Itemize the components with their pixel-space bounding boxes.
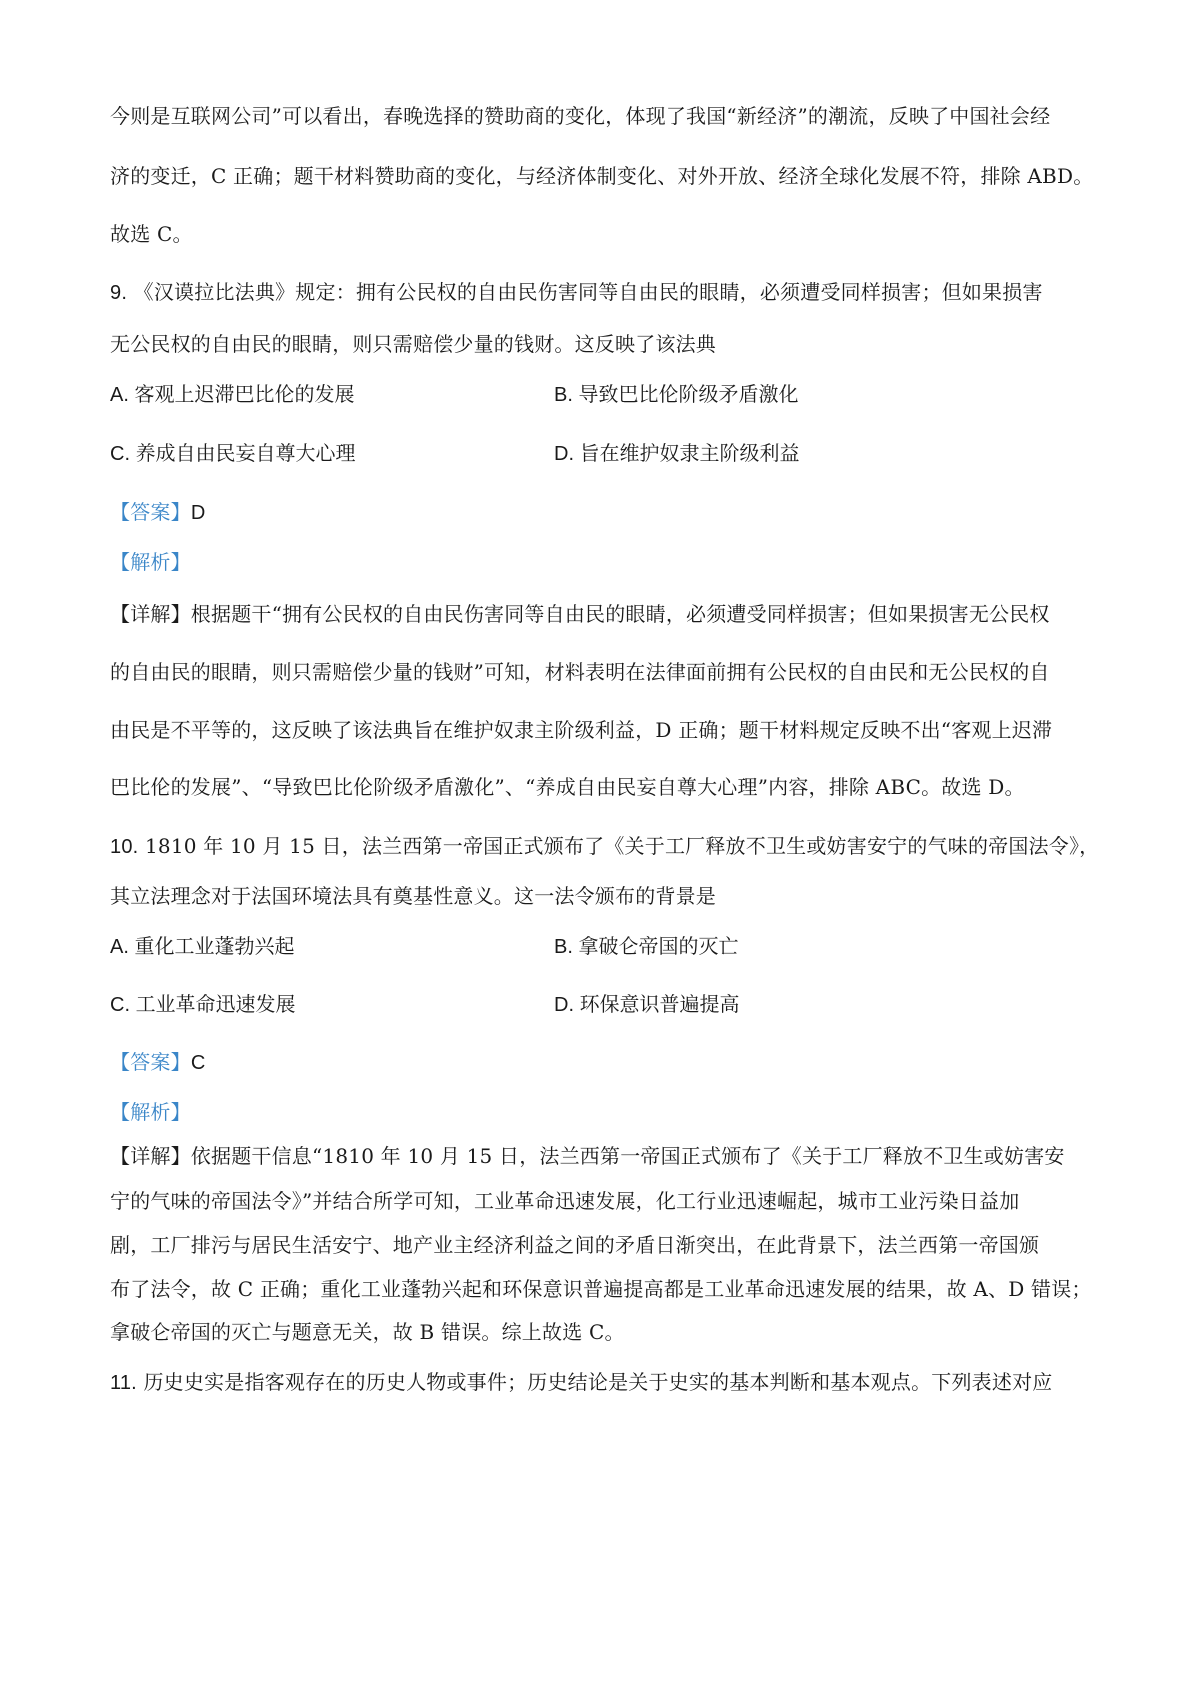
option-letter: B. [554,936,573,958]
question-10-stem-text-1: 1810 年 10 月 15 日，法兰西第一帝国正式颁布了《关于工厂释放不卫生或妨害安宁的气味的帝国法令》， [144,834,1100,858]
prev-explanation-line-2: 济的变迁，C 正确；题干材料赞助商的变化，与经济体制变化、对外开放、经济全球化发展不符，排除 ABD。 [110,164,1094,188]
question-9-option-a [110,378,354,407]
question-11-number: 11. [110,1372,137,1394]
question-10-stem-line-1 [110,830,1099,859]
question-9-number: 9. [110,282,128,304]
question-9-detail-line-1: 【详解】根据题干“拥有公民权的自由民伤害同等自由民的眼睛，必须遭受同样损害；但如果损害无公民权 [110,602,1050,626]
option-letter: B. [554,384,573,406]
question-10-detail-line-5: 拿破仑帝国的灭亡与题意无关，故 B 错误。综上故选 C。 [110,1320,625,1344]
question-9-option-d [554,437,800,466]
question-9-answer [110,496,205,525]
option-text: 客观上迟滞巴比伦的发展 [134,382,355,406]
option-text: 拿破仑帝国的灭亡 [578,934,739,958]
question-11-stem-line-1 [110,1366,1052,1395]
question-10-detail-line-3: 剧，工厂排污与居民生活安宁、地产业主经济利益之间的矛盾日渐突出，在此背景下，法兰西第一帝国颁 [110,1233,1040,1257]
question-10-option-d [554,988,740,1017]
question-10-option-c [110,988,296,1017]
option-text: 旨在维护奴隶主阶级利益 [579,441,800,465]
option-text: 养成自由民妄自尊大心理 [135,441,356,465]
question-9-detail-line-2: 的自由民的眼睛，则只需赔偿少量的钱财”可知，材料表明在法律面前拥有公民权的自由民和无公民权的自 [110,660,1050,684]
option-letter: A. [110,384,129,406]
question-9-stem-line-1 [110,276,1043,305]
option-text: 导致巴比伦阶级矛盾激化 [578,382,799,406]
question-10-detail-line-1: 【详解】依据题干信息“1810 年 10 月 15 日，法兰西第一帝国正式颁布了《关于工厂释放不卫生或妨害安 [110,1144,1065,1168]
question-10-option-a [110,930,294,959]
question-9-detail-line-3: 由民是不平等的，这反映了该法典旨在维护奴隶主阶级利益，D 正确；题干材料规定反映不出“客观上迟滞 [110,718,1053,742]
option-letter: C. [110,994,130,1016]
option-letter: A. [110,936,129,958]
option-letter: D. [554,994,574,1016]
option-text: 环保意识普遍提高 [579,992,740,1016]
question-11-stem-text-1: 历史史实是指客观存在的历史人物或事件；历史结论是关于史实的基本判断和基本观点。下列表述对应 [143,1370,1053,1394]
answer-tag: 【答案】 [110,1050,191,1074]
prev-explanation-line-3: 故选 C。 [110,222,193,246]
answer-value: D [190,502,206,524]
question-9-stem-text-1: 《汉谟拉比法典》规定：拥有公民权的自由民伤害同等自由民的眼睛，必须遭受同样损害；但如果损害 [133,280,1043,304]
question-10-detail-line-2: 宁的气味的帝国法令》”并结合所学可知，工业革命迅速发展，化工行业迅速崛起，城市工业污染日益加 [110,1189,1020,1213]
option-text: 重化工业蓬勃兴起 [134,934,295,958]
question-9-stem-line-2: 无公民权的自由民的眼睛，则只需赔偿少量的钱财。这反映了该法典 [110,332,716,356]
prev-explanation-line-1: 今则是互联网公司”可以看出，春晚选择的赞助商的变化，体现了我国“新经济”的潮流，反映了中国社会经 [110,104,1051,128]
question-10-number: 10. [110,836,139,858]
question-10-answer [110,1046,205,1075]
answer-tag: 【答案】 [110,500,191,524]
option-letter: C. [110,443,130,465]
question-10-stem-line-2: 其立法理念对于法国环境法具有奠基性意义。这一法令颁布的背景是 [110,884,716,908]
question-9-analysis-tag: 【解析】 [110,550,191,574]
question-9-detail-line-4: 巴比伦的发展”、“导致巴比伦阶级矛盾激化”、“养成自由民妄自尊大心理”内容，排除 ABC。故选 D。 [110,775,1025,799]
question-10-option-b [554,930,738,959]
question-10-analysis-tag: 【解析】 [110,1100,191,1124]
question-10-detail-line-4: 布了法令，故 C 正确；重化工业蓬勃兴起和环保意识普遍提高都是工业革命迅速发展的结果，故 A、D 错误； [110,1277,1092,1301]
option-letter: D. [554,443,574,465]
question-9-option-b [554,378,798,407]
answer-value: C [190,1052,206,1074]
option-text: 工业革命迅速发展 [135,992,296,1016]
question-9-option-c [110,437,356,466]
